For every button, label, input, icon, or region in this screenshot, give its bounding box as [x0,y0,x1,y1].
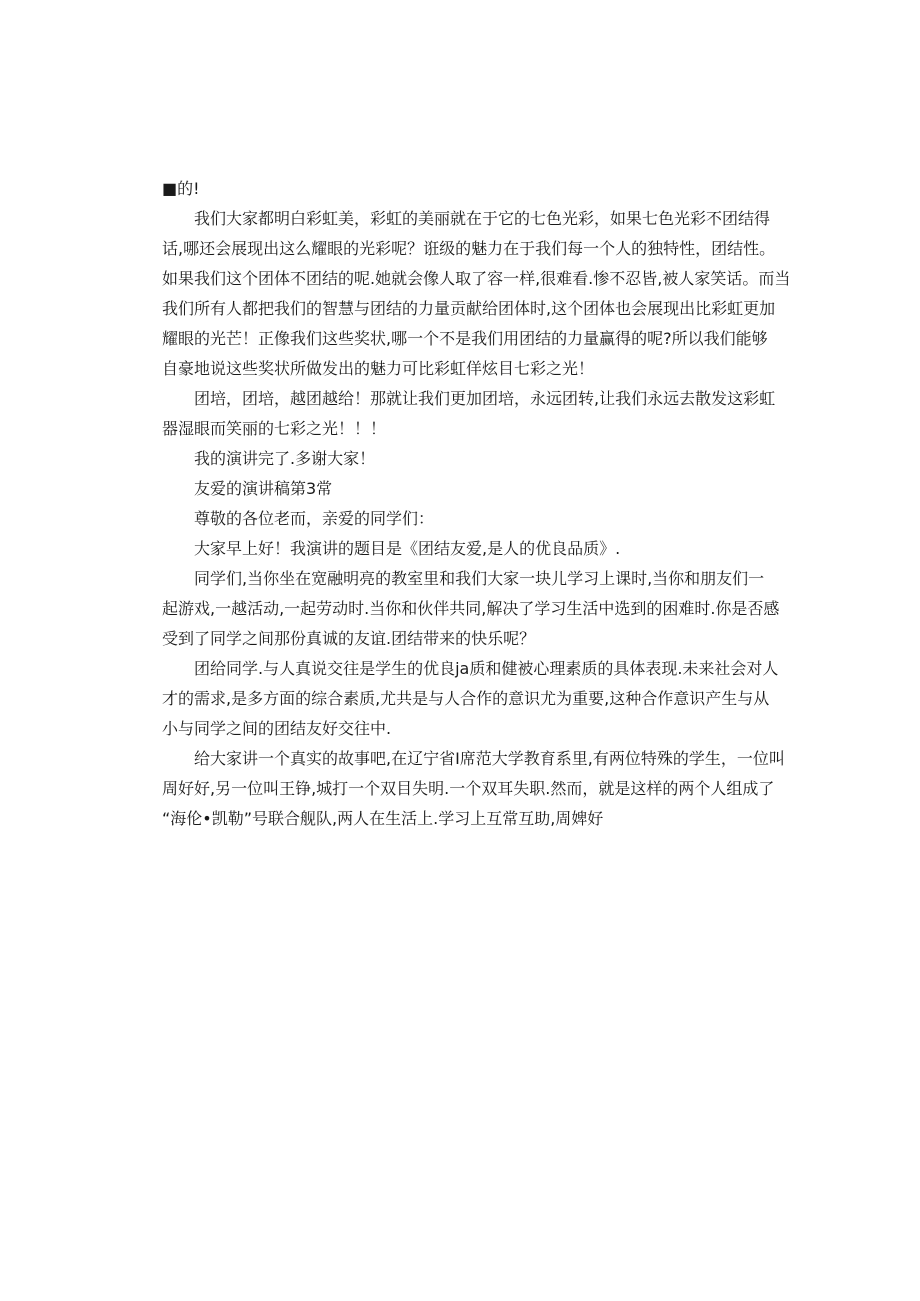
paragraph-start-line: 团培，团培，越团越给！那就让我们更加团培，永远团转,让我们永远去散发这彩虹 [194,389,776,408]
salutation-line: 尊敬的各位老而，亲爱的同学们： [194,509,435,528]
paragraph-start-line: 大家早上好！我演讲的题目是《团结友爱,是人的优良品质》. [194,539,621,558]
text-line: 周好好,另一位叫王铮,城打一个双目失明.一个双耳失职.然而，就是这样的两个人组成了 [162,779,775,798]
text-line: “海伦•凯勒”号联合舰队,两人在生活上.学习上互常互助,周婢好 [162,809,604,828]
paragraph-start-line: 给大家讲一个真实的故事吧,在辽宁省I席范大学教育系里,有两位特殊的学生，一位叫 [194,749,785,768]
text-line: 才的需求,是多方面的综合素质,尤共是与人合作的意识尤为重要,这种合作意识产生与从 [162,689,770,708]
document-body [162,174,791,834]
paragraph-start-line: 我的演讲完了.多谢大家！ [194,449,376,468]
text-line: 受到了同学之间那份真诚的友谊.团结带来的快乐呢？ [162,629,536,648]
text-line: ■的! [162,179,200,198]
section-heading: 友爱的演讲稿第3常 [194,479,333,498]
text-line: 自豪地说这些奖状所做发出的魅力可比彩虹佯炫目七彩之光！ [162,359,595,378]
text-line: 器湿眼而笑丽的七彩之光！！！ [162,419,387,438]
paragraph-start-line: 同学们,当你坐在宽融明亮的教室里和我们大家一块儿学习上课时,当你和朋友们一 [194,569,765,588]
text-line: 起游戏,一越活动,一起劳动时.当你和伙伴共同,解决了学习生活中选到的困难时.你是否感 [162,599,780,618]
paragraph-start-line: 我们大家都明白彩虹美，彩虹的美丽就在于它的七色光彩，如果七色光彩不团结得 [194,209,771,228]
text-line: 小与同学之间的团结友好交往中. [162,719,392,738]
text-line: 耀眼的光芒！正像我们这些奖状,哪一个不是我们用团结的力量赢得的呢?所以我们能够 [162,329,768,348]
paragraph-start-line: 团给同学.与人真说交往是学生的优良ja质和健被心理素质的具体表现.未来社会对人 [194,659,779,678]
text-line: 如果我们这个团体不团结的呢.她就会像人取了容一样,很难看.惨不忍皆,被人家笑话。而当 [162,269,791,288]
text-line: 我们所有人都把我们的智慧与团结的力量贡献给团体时,这个团体也会展现出比彩虹更加 [162,299,776,318]
text-line: 话,哪还会展现出这么耀眼的光彩呢？诳级的魅力在于我们每一个人的独特性，团结性。 [162,239,776,258]
